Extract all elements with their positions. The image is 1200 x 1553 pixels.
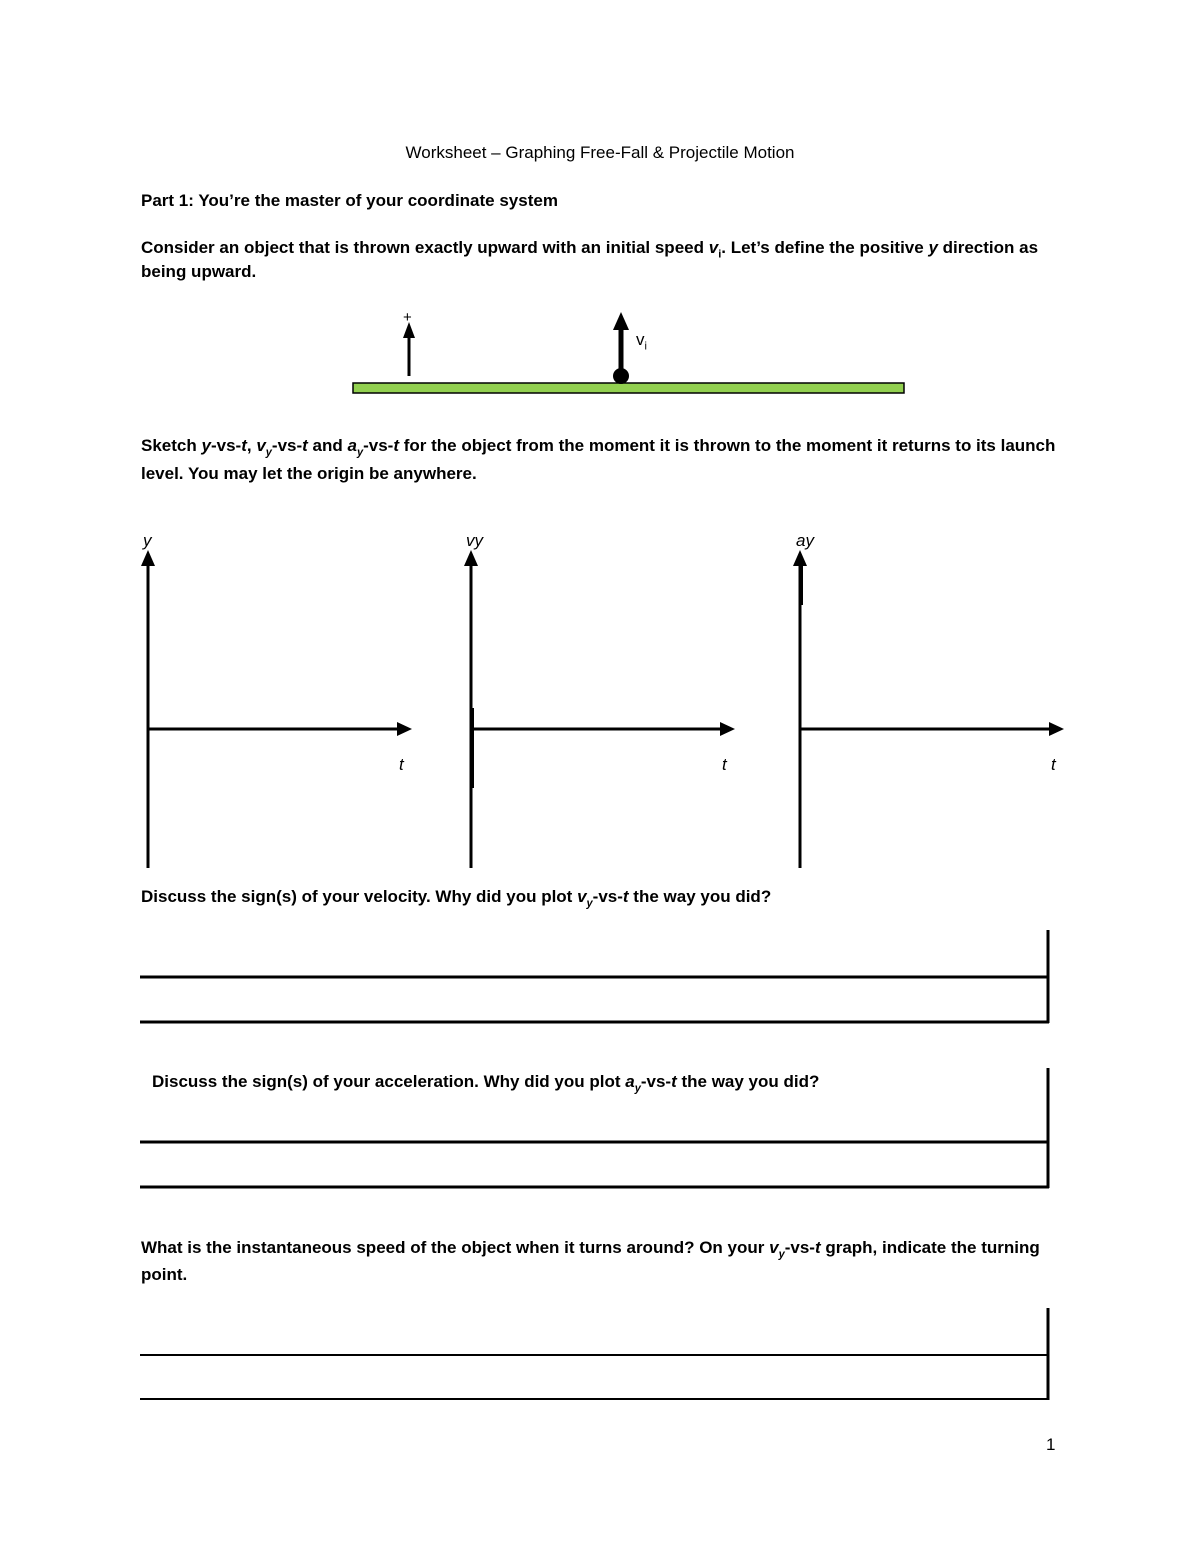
- q1-v: v: [577, 887, 587, 906]
- sketch-t1: t: [241, 436, 247, 455]
- sketch-t2: t: [302, 436, 308, 455]
- graph-ay-time-arrow-head: [1049, 722, 1064, 736]
- graph-y-time-arrow-head: [397, 722, 412, 736]
- sketch-rest: for the object from the moment it is thrown to the moment it returns to its launch: [398, 436, 1056, 455]
- graph-ay-vertical-arrow-head: [793, 550, 807, 566]
- intro-y: y: [928, 238, 938, 257]
- page-title: Worksheet – Graphing Free-Fall & Projectile Motion: [405, 143, 795, 162]
- sketch-y: y: [201, 436, 211, 455]
- graph-vy-axis-label: vy: [466, 531, 483, 550]
- vi-label: [636, 328, 647, 358]
- intro-text-b: . Let’s define the positive: [721, 238, 929, 257]
- sketch-t3: t: [393, 436, 399, 455]
- answer-box-velocity[interactable]: [140, 930, 1049, 1023]
- answer-box-turning-point[interactable]: [140, 1308, 1049, 1400]
- velocity-arrow-head: [613, 312, 629, 330]
- sketch-v: v: [256, 436, 266, 455]
- q2-text-b: the way you did?: [676, 1072, 820, 1091]
- thrown-object: [613, 368, 629, 384]
- q3-t: t: [814, 1238, 821, 1257]
- q3-text-a: What is the instantaneous speed of the object when it turns around? On your: [141, 1238, 770, 1257]
- q2-ysub: y: [634, 1082, 641, 1095]
- intro-vi: v: [708, 238, 719, 257]
- part1-intro-line1: [141, 236, 1038, 266]
- sketch-a: a: [347, 436, 357, 455]
- graph-y-vertical-arrow-head: [141, 550, 155, 566]
- graph-y-time-label: t: [399, 755, 404, 774]
- q3-text-b: graph, indicate the turning: [820, 1238, 1040, 1257]
- sketch-ysub2: y: [356, 446, 364, 459]
- question-acceleration: [152, 1070, 819, 1100]
- sketch-and: and: [307, 436, 348, 455]
- question-turning-point-line2: point.: [141, 1265, 188, 1284]
- plus-label: +: [403, 309, 412, 326]
- q2-vs: -vs-: [640, 1072, 672, 1091]
- q3-v: v: [769, 1238, 779, 1257]
- graph-ay-time-label: t: [1051, 755, 1056, 774]
- graph-ay-axis-label: ay: [796, 531, 814, 550]
- sketch-vs1: -vs-: [210, 436, 242, 455]
- sketch-instructions-line2: level. You may let the origin be anywhere.: [141, 464, 477, 483]
- intro-text-a: Consider an object that is thrown exactly upward with an initial speed: [141, 238, 709, 257]
- graph-y-axis-label: y: [143, 531, 152, 550]
- q3-ysub: y: [778, 1248, 785, 1261]
- sketch-instructions-line1: [141, 434, 1055, 464]
- ground-bar: [353, 383, 904, 393]
- intro-vi-sub: i: [718, 248, 722, 261]
- q1-text-a: Discuss the sign(s) of your velocity. Why did you plot: [141, 887, 578, 906]
- q2-a: a: [625, 1072, 635, 1091]
- sketch-comma: ,: [246, 436, 257, 455]
- sketch-ysub1: y: [265, 446, 272, 459]
- q1-text-b: the way you did?: [628, 887, 772, 906]
- graph-vy-time-arrow-head: [720, 722, 735, 736]
- sketch-vs3: -vs-: [363, 436, 394, 455]
- q3-vs: -vs-: [784, 1238, 815, 1257]
- vi-label-sub: i: [644, 340, 647, 353]
- q1-vs: -vs-: [592, 887, 623, 906]
- sketch-text: Sketch: [141, 436, 202, 455]
- graph-vy-time-label: t: [722, 755, 727, 774]
- vi-label-v: v: [636, 330, 645, 349]
- q2-text-a: Discuss the sign(s) of your acceleration. Why did you plot: [152, 1072, 626, 1091]
- page-number: 1: [1046, 1435, 1056, 1454]
- question-velocity: [141, 885, 771, 915]
- graph-vy-vertical-arrow-head: [464, 550, 478, 566]
- part1-heading: Part 1: You’re the master of your coordinate system: [141, 191, 558, 210]
- q1-ysub: y: [586, 897, 593, 910]
- q2-t: t: [671, 1072, 677, 1091]
- part1-intro-line2: being upward.: [141, 262, 257, 281]
- question-turning-point: [141, 1236, 1040, 1266]
- sketch-vs2: -vs-: [271, 436, 303, 455]
- q1-t: t: [622, 887, 629, 906]
- intro-text-c: direction as: [937, 238, 1039, 257]
